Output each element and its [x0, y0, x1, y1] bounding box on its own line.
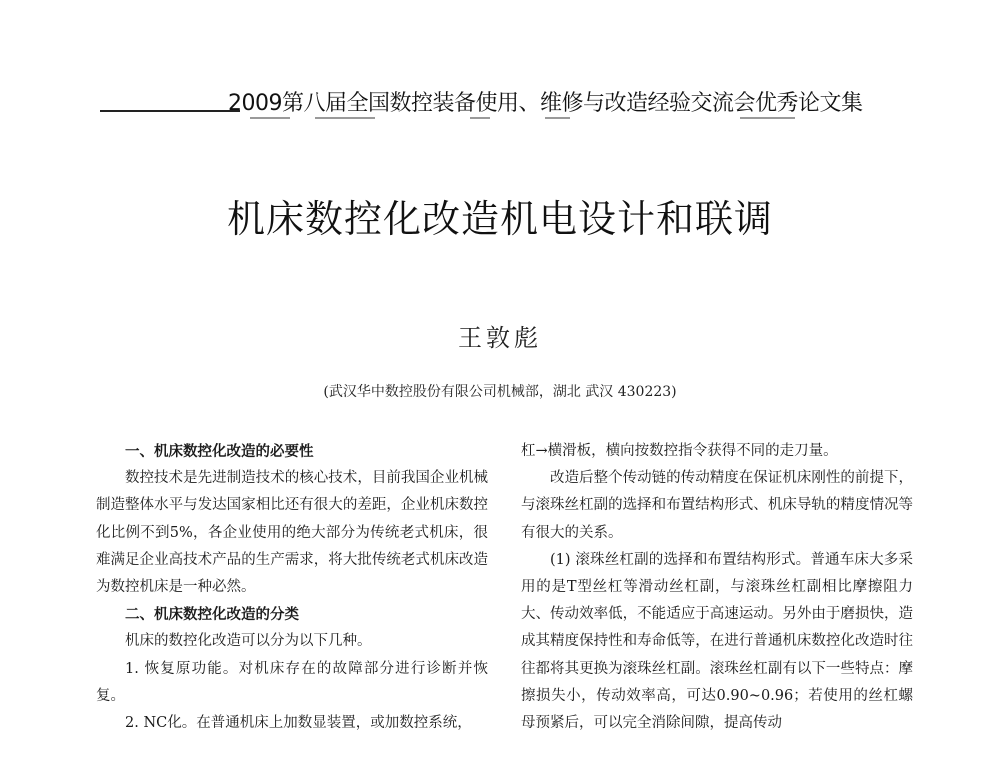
- scan-artifact: [740, 117, 795, 119]
- series-title: 2009第八届全国数控装备使用、维修与改造经验交流会优秀论文集: [228, 91, 863, 116]
- paper-title: 机床数控化改造机电设计和联调: [226, 197, 773, 241]
- scan-artifact: [470, 117, 490, 119]
- paragraph: 改造后整个传动链的传动精度在保证机床刚性的前提下，与滚珠丝杠副的选择和布置结构形式、机床导轨的精度情况等有很大的关系。: [521, 470, 913, 541]
- scan-artifact: [250, 117, 290, 119]
- author: 王敦彪: [458, 324, 542, 352]
- paragraph: 机床的数控化改造可以分为以下几种。: [125, 633, 372, 650]
- scan-artifact: [545, 117, 570, 119]
- paragraph: 1. 恢复原功能。对机床存在的故障部分进行诊断并恢复。: [96, 660, 488, 704]
- affiliation: (武汉华中数控股份有限公司机械部，湖北 武汉 430223): [323, 384, 677, 400]
- right-column: [521, 438, 913, 737]
- paragraph: (1) 滚珠丝杠副的选择和布置结构形式。普通车床大多采用的是T型丝杠等滑动丝杠副，与滚珠丝杠副相比摩擦阻力大、传动效率低，不能适应于高速运动。另外由于磨损快，造成其精度保持性和寿命低等，在进行普通机床数控化改造时往往都将其更换为滚珠丝杠副。滚珠丝杠副有以下一些特点：摩擦损失小，传动效率高，可达0.90~0.96；若使用的丝杠螺母预紧后，可以完全消除间隙，提高传动: [521, 551, 913, 732]
- left-column: [96, 438, 488, 737]
- paragraph: 2. NC化。在普通机床上加数显装置，或加数控系统，: [125, 715, 472, 732]
- series-rule: [100, 110, 240, 112]
- section-heading: 一、机床数控化改造的必要性: [125, 443, 314, 460]
- scan-artifact: [315, 117, 375, 119]
- paragraph: 杠→横滑板，横向按数控指令获得不同的走刀量。: [521, 443, 838, 459]
- paragraph: 数控技术是先进制造技术的核心技术，目前我国企业机械制造整体水平与发达国家相比还有很大的差距，企业机床数控化比例不到5%，各企业使用的绝大部分为传统老式机床，很难满足企业高技术产品的生产需求，将大批传统老式机床改造为数控机床是一种必然。: [96, 470, 488, 596]
- section-heading: 二、机床数控化改造的分类: [125, 606, 299, 624]
